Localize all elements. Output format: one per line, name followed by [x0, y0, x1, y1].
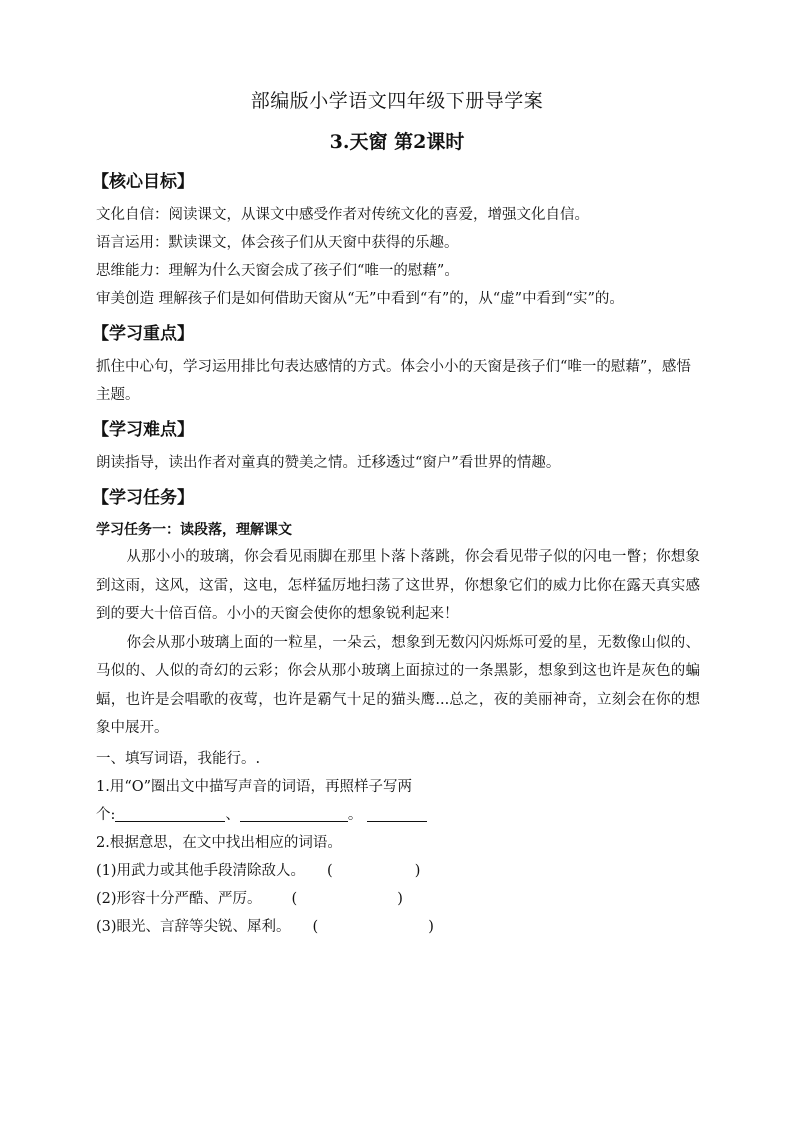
goal-item: 审美创造 理解孩子们是如何借助天窗从“无”中看到“有”的，从“虚”中看到“实”的。	[96, 291, 624, 307]
exercise-heading: 一、填写词语，我能行。.	[96, 750, 261, 767]
question-2-item-text: (2)形容十分严酷、严厉。	[96, 890, 262, 907]
task-one-title: 学习任务一：读段落，理解课文	[96, 522, 292, 538]
question-1: 1.用“O”圈出文中描写声音的词语，再照样子写两	[96, 778, 413, 795]
question-2-item-text: (3)眼光、言辞等尖锐、犀利。	[96, 918, 291, 935]
difficulties-text: 朗读指导，读出作者对童真的赞美之情。迁移透过“窗户”看世界的情趣。	[96, 455, 561, 471]
question-2-item	[96, 885, 700, 913]
question-2-item	[96, 913, 700, 941]
answer-paren-close[interactable]: )	[414, 862, 421, 879]
question-1-answer-line	[96, 801, 700, 829]
question-2-item-text: (1)用武力或其他手段清除敌人。	[96, 862, 306, 879]
question-1-line-prefix: 个:	[96, 806, 116, 823]
document-body	[92, 165, 700, 941]
answer-paren-close[interactable]: )	[397, 890, 403, 907]
passage-paragraph: 你会从那小玻璃上面的一粒星，一朵云，想象到无数闪闪烁烁可爱的星，无数像山似的、马似的、人似的奇幻的云彩；你会从那小玻璃上面掠过的一条黑影，想象到这也许是灰色的蝙蝠，也许是会唱歌的夜莺，也许是霸气十足的猫头鹰...总之，夜的美丽神奇，立刻会在你的想象中展开。	[96, 634, 700, 736]
question-2-item	[96, 857, 700, 885]
answer-paren-open[interactable]: (	[327, 862, 333, 879]
answer-paren-open[interactable]: (	[312, 918, 319, 935]
goal-item: 文化自信：阅读课文，从课文中感受作者对传统文化的喜爱，增强文化自信。	[96, 207, 589, 223]
section-heading-key-points: 【学习重点】	[92, 324, 194, 344]
answer-paren-open[interactable]: (	[291, 890, 298, 907]
goal-item: 语言运用：默读课文，体会孩子们从天窗中获得的乐趣。	[96, 235, 459, 251]
lesson-subtitle: 3.天窗 第2课时	[329, 131, 465, 153]
goal-item: 思维能力：理解为什么天窗会成了孩子们“唯一的慰藉”。	[96, 263, 459, 279]
blank-separator: 、	[225, 806, 240, 823]
answer-blank[interactable]	[115, 805, 225, 822]
answer-blank[interactable]	[367, 805, 427, 822]
section-heading-difficulties: 【学习难点】	[92, 420, 194, 440]
answer-blank[interactable]	[240, 805, 348, 822]
section-heading-core-goals: 【核心目标】	[92, 172, 194, 192]
answer-paren-close[interactable]: )	[428, 918, 434, 935]
question-2: 2.根据意思，在文中找出相应的词语。	[96, 834, 342, 851]
blank-separator: 。	[347, 806, 363, 823]
passage-paragraph: 从那小小的玻璃，你会看见雨脚在那里卜落卜落跳，你会看见带子似的闪电一瞥；你想象到这雨，这风，这雷，这电，怎样猛厉地扫荡了这世界，你想象它们的威力比你在露天真实感到的要大十倍百倍。小小的天窗会使你的想象锐利起来！	[96, 549, 700, 622]
key-points-text: 抓住中心句，学习运用排比句表达感情的方式。体会小小的天窗是孩子们“唯一的慰藉”，感悟主题。	[96, 359, 691, 403]
page-title: 部编版小学语文四年级下册导学案	[250, 90, 544, 112]
section-heading-tasks: 【学习任务】	[92, 488, 194, 508]
